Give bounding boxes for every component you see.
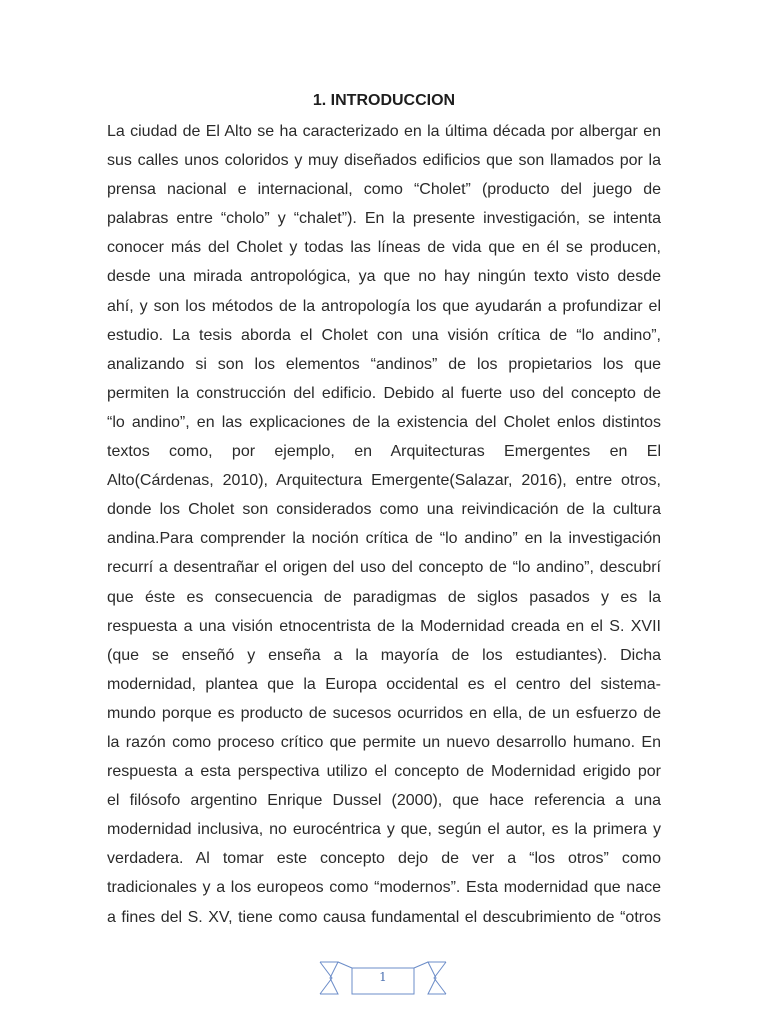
paragraph-line: desde una mirada antropológica, ya que no hay ningún texto visto desde: [107, 268, 661, 286]
paragraph-line: palabras entre “cholo” y “chalet”). En la presente investigación, se intenta: [107, 210, 661, 228]
paragraph-line: modernidad, plantea que la Europa occidental es el centro del sistema-: [107, 675, 661, 693]
paragraph-line: mundo porque es producto de sucesos ocurridos en ella, de un esfuerzo de: [107, 704, 661, 722]
paragraph-line: La ciudad de El Alto se ha caracterizado en la última década por albergar en: [107, 123, 661, 140]
paragraph-line: andina.Para comprender la noción crítica de “lo andino” en la investigación: [107, 530, 661, 548]
body-paragraph: [107, 117, 661, 932]
page-number: 1: [379, 970, 387, 984]
paragraph-line: ahí, y son los métodos de la antropología los que ayudarán a profundizar el: [107, 297, 661, 315]
paragraph-line: Alto(Cárdenas, 2010), Arquitectura Emergente(Salazar, 2016), entre otros,: [107, 472, 661, 490]
paragraph-line: que éste es consecuencia de paradigmas de siglos pasados y es la: [107, 588, 661, 606]
paragraph-line: estudio. La tesis aborda el Cholet con una visión crítica de “lo andino”,: [107, 326, 661, 344]
paragraph-line: el filósofo argentino Enrique Dussel (2000), que hace referencia a una: [107, 792, 661, 810]
paragraph-line: recurrí a desentrañar el origen del uso del concepto de “lo andino”, descubrí: [107, 559, 661, 577]
paragraph-line: tradicionales y a los europeos como “modernos”. Esta modernidad que nace: [107, 879, 661, 897]
section-heading: 1. INTRODUCCION: [312, 92, 456, 109]
paragraph-line: a fines del S. XV, tiene como causa fundamental el descubrimiento de “otros: [107, 908, 661, 926]
page-number-ribbon: [318, 958, 448, 998]
paragraph-line: sus calles unos coloridos y muy diseñados edificios que son llamados por la: [107, 152, 661, 170]
paragraph-line: permiten la construcción del edificio. Debido al fuerte uso del concepto de: [107, 384, 661, 402]
paragraph-line: prensa nacional e internacional, como “Cholet” (producto del juego de: [107, 181, 661, 199]
paragraph-line: (que se enseñó y enseña a la mayoría de los estudiantes). Dicha: [107, 646, 661, 664]
paragraph-line: “lo andino”, en las explicaciones de la existencia del Cholet enlos distintos: [107, 413, 661, 431]
paragraph-line: textos como, por ejemplo, en Arquitecturas Emergentes en El: [107, 443, 661, 461]
paragraph-line: analizando si son los elementos “andinos” de los propietarios los que: [107, 355, 661, 373]
paragraph-line: la razón como proceso crítico que permite un nuevo desarrollo humano. En: [107, 733, 661, 751]
paragraph-line: verdadera. Al tomar este concepto dejo de ver a “los otros” como: [107, 850, 661, 868]
paragraph-line: respuesta a esta perspectiva utilizo el concepto de Modernidad erigido por: [107, 763, 661, 781]
paragraph-line: donde los Cholet son considerados como una reivindicación de la cultura: [107, 501, 661, 519]
paragraph-line: conocer más del Cholet y todas las líneas de vida que en él se producen,: [107, 239, 661, 257]
paragraph-line: modernidad inclusiva, no eurocéntrica y que, según el autor, es la primera y: [107, 821, 661, 839]
paragraph-line: respuesta a una visión etnocentrista de la Modernidad creada en el S. XVII: [107, 617, 661, 635]
